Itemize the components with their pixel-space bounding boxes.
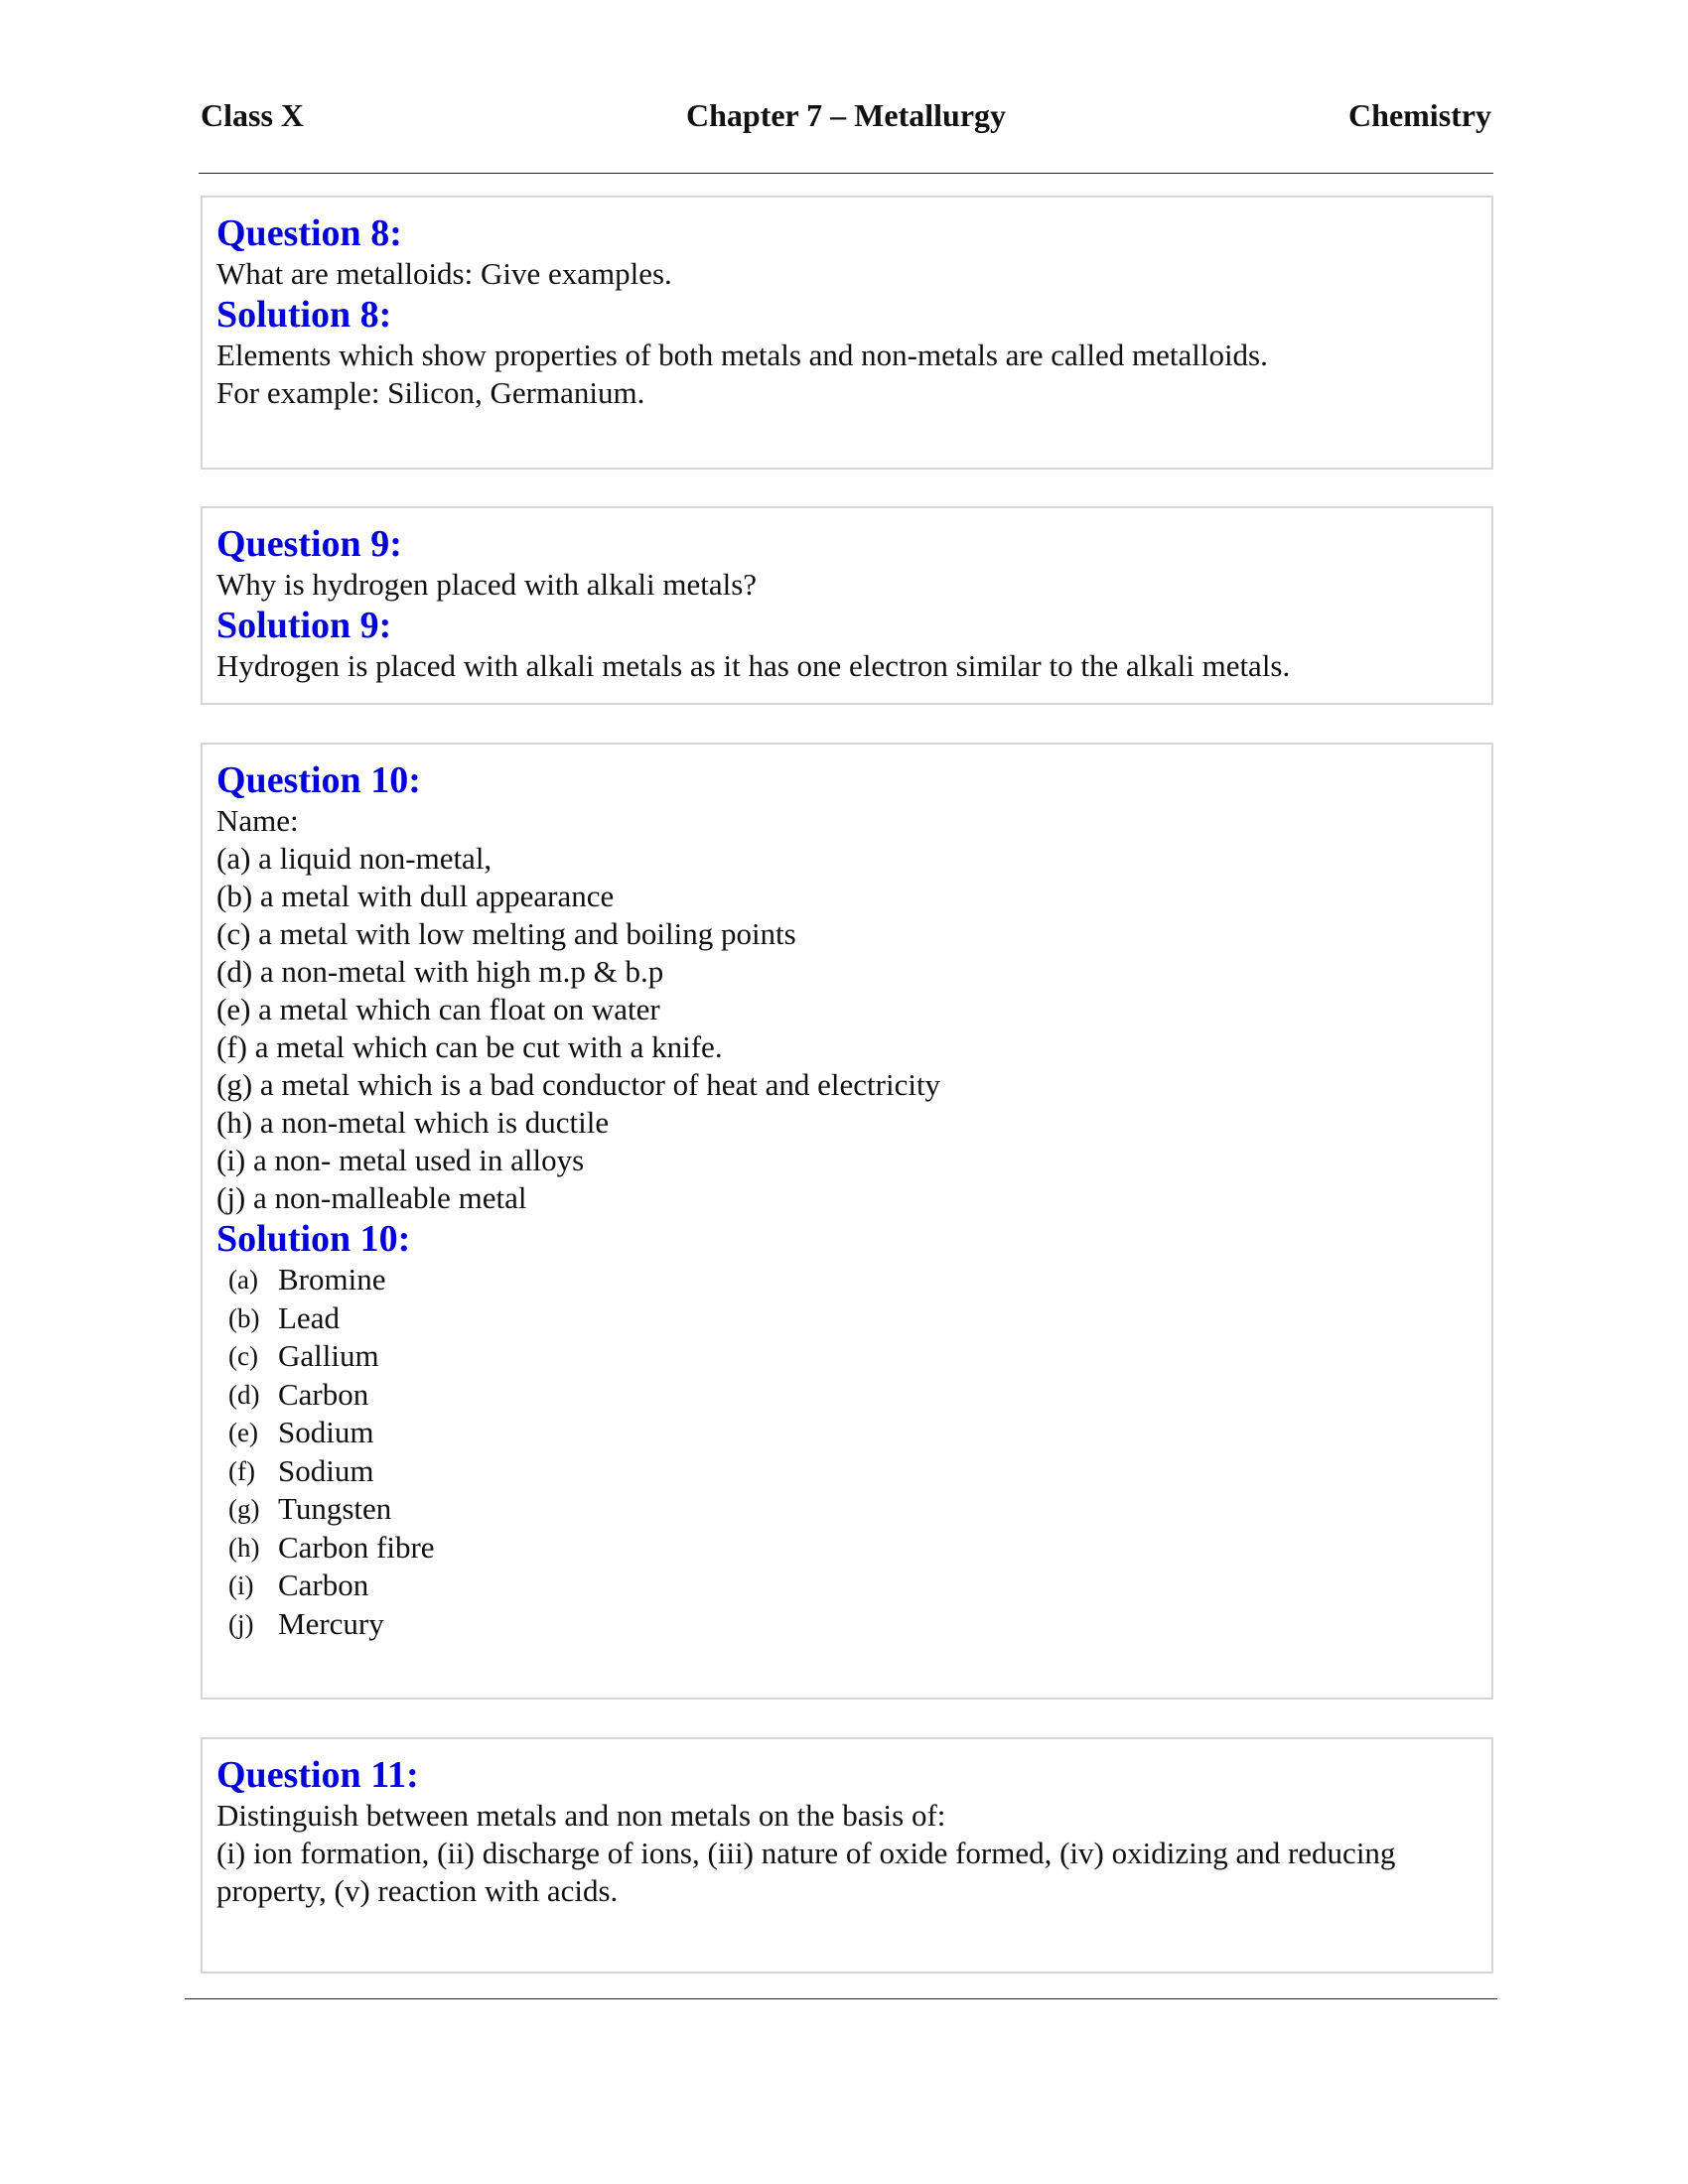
solution-9-title: Solution 9: bbox=[216, 605, 392, 646]
question-10-line: (a) a liquid non-metal, bbox=[216, 841, 492, 876]
solution-10-list bbox=[216, 1261, 1479, 1643]
question-10-line: (h) a non-metal which is ductile bbox=[216, 1105, 610, 1140]
question-8-box bbox=[201, 196, 1493, 470]
answer-text: Gallium bbox=[278, 1338, 379, 1373]
answer-text: Lead bbox=[278, 1299, 340, 1335]
footer-rule bbox=[185, 1998, 1497, 1999]
solution-10-title: Solution 10: bbox=[216, 1218, 411, 1260]
question-9-box bbox=[201, 506, 1493, 705]
answer-label: (c) bbox=[228, 1341, 258, 1371]
question-11-box bbox=[201, 1737, 1493, 1974]
question-10-line: (e) a metal which can float on water bbox=[216, 992, 660, 1026]
header-chapter: Chapter 7 – Metallurgy bbox=[685, 97, 1007, 133]
answer-text: Carbon fibre bbox=[278, 1529, 435, 1565]
list-item bbox=[216, 1337, 1479, 1376]
question-8-title: Question 8: bbox=[216, 212, 402, 254]
answer-text: Carbon bbox=[278, 1376, 369, 1412]
answer-text: Carbon bbox=[278, 1568, 369, 1602]
solution-8-line: For example: Silicon, Germanium. bbox=[216, 375, 645, 410]
answer-label: (a) bbox=[228, 1265, 258, 1295]
answer-text: Bromine bbox=[278, 1262, 386, 1297]
solution-9-text: Hydrogen is placed with alkali metals as it has one electron similar to the alkali metals. bbox=[216, 648, 1291, 683]
question-11-line: Distinguish between metals and non metals on the basis of: bbox=[216, 1798, 946, 1833]
question-9-title: Question 9: bbox=[216, 523, 402, 565]
solution-8-line: Elements which show properties of both metals and non-metals are called metalloids. bbox=[216, 338, 1268, 372]
question-10-line: (b) a metal with dull appearance bbox=[216, 879, 615, 913]
answer-text: Tungsten bbox=[278, 1491, 392, 1526]
answer-label: (h) bbox=[228, 1532, 260, 1563]
answer-text: Sodium bbox=[278, 1452, 374, 1488]
question-10-line: (d) a non-metal with high m.p & b.p bbox=[216, 954, 664, 989]
list-item bbox=[216, 1299, 1479, 1338]
question-10-line: (j) a non-malleable metal bbox=[216, 1180, 527, 1215]
answer-label: (i) bbox=[228, 1570, 254, 1600]
list-item bbox=[216, 1376, 1479, 1415]
answer-label: (e) bbox=[228, 1418, 258, 1447]
list-item bbox=[216, 1529, 1479, 1568]
list-item bbox=[216, 1452, 1479, 1491]
header-subject: Chemistry bbox=[1348, 97, 1491, 133]
solution-8-title: Solution 8: bbox=[216, 294, 392, 336]
answer-text: Mercury bbox=[278, 1605, 384, 1641]
list-item bbox=[216, 1567, 1479, 1605]
answer-label: (j) bbox=[228, 1608, 254, 1639]
header-class: Class X bbox=[201, 97, 305, 133]
question-11-line: (i) ion formation, (ii) discharge of ions, (iii) nature of oxide formed, (iv) oxidizing and reducing bbox=[216, 1836, 1396, 1870]
question-10-line: (c) a metal with low melting and boiling points bbox=[216, 916, 796, 951]
answer-label: (g) bbox=[228, 1494, 260, 1524]
question-10-line: Name: bbox=[216, 803, 299, 838]
answer-text: Sodium bbox=[278, 1415, 374, 1449]
question-11-title: Question 11: bbox=[216, 1754, 419, 1796]
question-8-text: What are metalloids: Give examples. bbox=[216, 256, 672, 291]
answer-label: (f) bbox=[228, 1455, 255, 1486]
question-10-title: Question 10: bbox=[216, 759, 421, 801]
list-item bbox=[216, 1490, 1479, 1529]
list-item bbox=[216, 1414, 1479, 1452]
question-10-line: (i) a non- metal used in alloys bbox=[216, 1143, 585, 1177]
list-item bbox=[216, 1261, 1479, 1299]
answer-label: (d) bbox=[228, 1379, 260, 1410]
question-10-box bbox=[201, 743, 1493, 1700]
page-header bbox=[201, 97, 1491, 147]
header-rule bbox=[199, 173, 1493, 174]
question-10-line: (f) a metal which can be cut with a knife. bbox=[216, 1029, 723, 1064]
question-10-line: (g) a metal which is a bad conductor of heat and electricity bbox=[216, 1067, 941, 1102]
question-11-line: property, (v) reaction with acids. bbox=[216, 1873, 619, 1908]
answer-label: (b) bbox=[228, 1302, 260, 1333]
question-9-text: Why is hydrogen placed with alkali metals? bbox=[216, 567, 758, 602]
list-item bbox=[216, 1605, 1479, 1644]
